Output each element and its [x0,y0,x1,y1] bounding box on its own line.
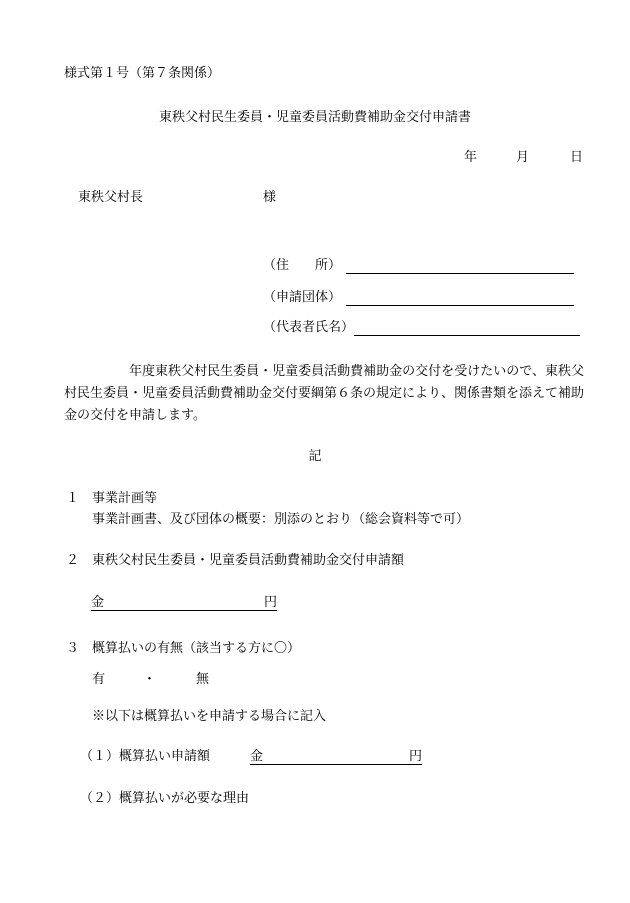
item2-amount-suffix: 円 [264,595,278,610]
item2-title: 東秩父村民生委員・児童委員活動費補助金交付申請額 [92,553,405,568]
date-month: 月 [516,150,530,165]
item2-amount-prefix: 金 [91,595,105,610]
group-label: （申請団体） [263,290,342,305]
item1-detail: 事業計画書、及び団体の概要：別添のとおり（総会資料等で可） [92,512,470,527]
address-label: （住 所） [263,258,342,273]
item2-amount-field[interactable] [91,595,277,611]
item3-yes-option[interactable]: 有 [92,672,106,687]
item3-sub1-prefix: 金 [250,749,264,764]
representative-field[interactable] [354,320,580,336]
item3-separator: ・ [143,672,157,687]
item1-number: １ [66,491,80,506]
addressee-name: 東秩父村長 [78,190,144,205]
item3-sub2-label: （２）概算払いが必要な理由 [80,791,250,806]
ki-heading: 記 [308,449,322,464]
date-day: 日 [570,150,584,165]
item3-note: ※以下は概算払いを申請する場合に記入 [92,709,327,724]
addressee-honorific: 様 [263,190,277,205]
date-year: 年 [464,150,478,165]
item3-no-option[interactable]: 無 [196,672,210,687]
item3-sub1-suffix: 円 [409,749,423,764]
item3-sub1-label: （１）概算払い申請額 [80,749,211,764]
item3-sub1-amount-field[interactable] [250,749,422,765]
representative-label: （代表者氏名） [263,320,355,335]
address-field[interactable] [346,258,574,274]
item2-number: ２ [66,553,80,568]
item3-title: 概算払いの有無（該当する方に〇） [92,641,301,656]
group-field[interactable] [346,290,574,306]
application-statement: 年度東秩父村民生委員・児童委員活動費補助金の交付を受けたいので、東秩父村民生委員・児童委員活動費補助金交付要綱第６条の規定により、関係書類を添えて補助金の交付を申請します。 [64,364,585,423]
item1-title: 事業計画等 [92,491,158,506]
item3-number: ３ [66,641,80,656]
page-title: 東秩父村民生委員・児童委員活動費補助金交付申請書 [158,110,471,125]
form-number: 様式第１号（第７条関係） [64,66,221,81]
